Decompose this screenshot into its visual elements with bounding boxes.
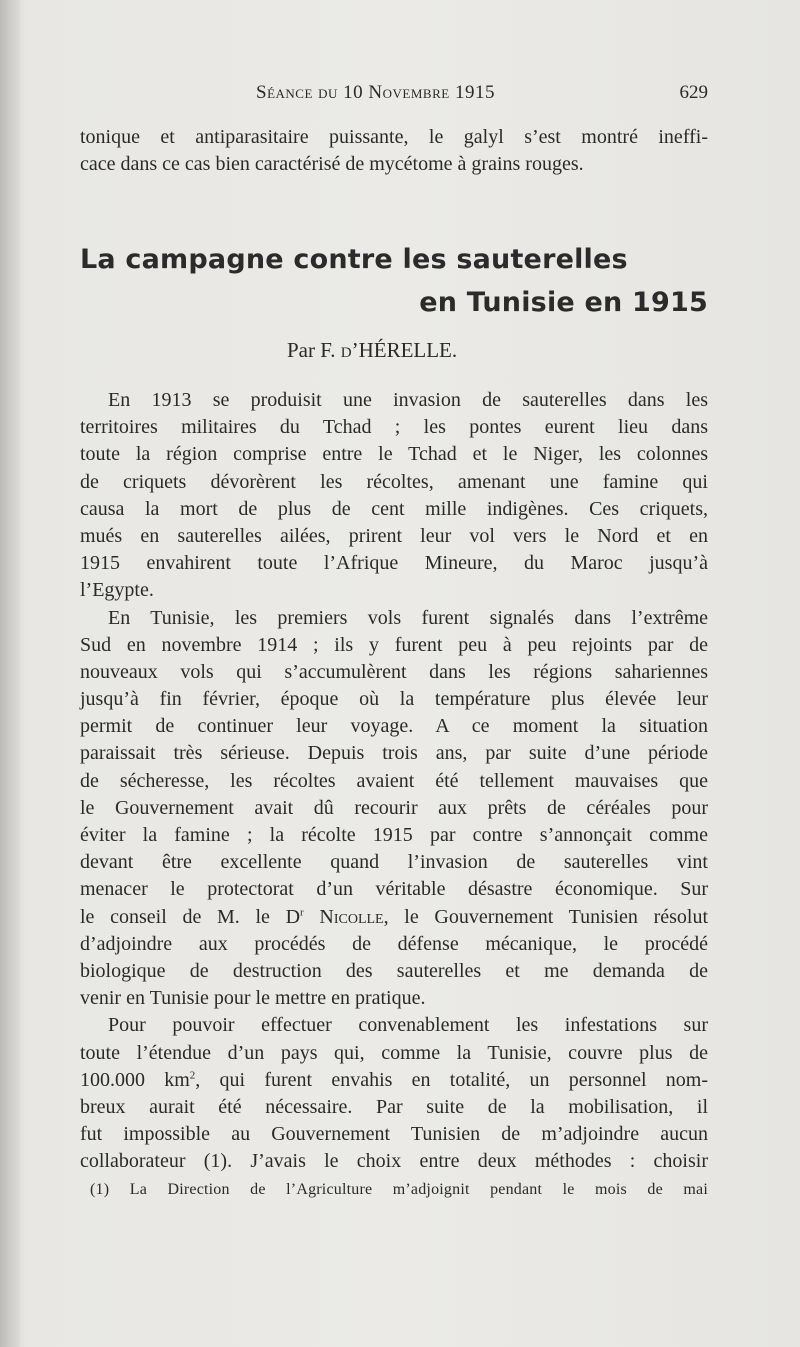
article-title-line2: en Tunisie en 1915 xyxy=(419,287,708,318)
article-body xyxy=(80,387,708,1175)
text-line: cace dans ce cas bien caractérisé de mycétome à grains rouges. xyxy=(80,153,584,176)
text-line: l’Egypte. xyxy=(80,579,154,602)
text-line: toute la région comprise entre le Tchad et le Niger, les colonnes xyxy=(80,443,708,466)
text-line: nouveaux vols qui s’accumulèrent dans les régions sahariennes xyxy=(80,660,708,683)
text-line: En 1913 se produisit une invasion de sauterelles dans les xyxy=(108,389,708,411)
text-line: En Tunisie, les premiers vols furent signalés dans l’extrême xyxy=(108,606,708,629)
text-line: collaborateur (1). J’avais le choix entre deux méthodes : choisir xyxy=(80,1150,708,1173)
running-header xyxy=(80,80,708,110)
text-line xyxy=(80,1067,708,1094)
article-title-line1: La campagne contre les sauterelles xyxy=(80,244,628,275)
byline-author: d’HÉRELLE. xyxy=(340,338,458,362)
text-line: Pour pouvoir effectuer convenablement les infestations sur xyxy=(108,1014,708,1037)
binding-gutter xyxy=(0,0,20,1347)
text-line: le Gouvernement avait dû recourir aux prêts de céréales pour xyxy=(80,796,708,819)
text-line: territoires militaires du Tchad ; les pontes eurent lieu dans xyxy=(80,416,708,439)
text-line: paraissait très sérieuse. Depuis trois ans, par suite d’une période xyxy=(80,742,708,765)
text-line xyxy=(80,904,708,931)
text-segment: 100.000 km xyxy=(80,1068,190,1091)
text-segment: le conseil de M. le D xyxy=(80,905,301,928)
superscript: r xyxy=(300,905,304,918)
running-title: Séance du 10 Novembre 1915 xyxy=(256,82,495,103)
superscript: 2 xyxy=(189,1069,196,1082)
text-line: devant être excellente quand l’invasion de sauterelles vint xyxy=(80,851,708,874)
text-line: permit de continuer leur voyage. A ce moment la situation xyxy=(80,715,708,738)
byline-prefix: Par F. xyxy=(287,338,341,362)
text-line: fut impossible au Gouvernement Tunisien de m’adjoindre aucun xyxy=(80,1123,708,1146)
page-number: 629 xyxy=(679,82,708,103)
text-segment: , qui furent envahis en totalité, un personnel nom- xyxy=(195,1068,708,1091)
text-line: 1915 envahirent toute l’Afrique Mineure, du Maroc jusqu’à xyxy=(80,552,708,575)
text-line: mués en sauterelles ailées, prirent leur vol vers le Nord et en xyxy=(80,524,708,547)
person-name: Nicolle xyxy=(303,905,384,928)
intro-paragraph xyxy=(80,124,708,178)
text-line: éviter la famine ; la récolte 1915 par contre s’annonçait comme xyxy=(80,824,708,846)
text-line: toute l’étendue d’un pays qui, comme la Tunisie, couvre plus de xyxy=(80,1041,708,1064)
text-line: venir en Tunisie pour le mettre en pratique. xyxy=(80,987,426,1010)
text-line: menacer le protectorat d’un véritable désastre économique. Sur xyxy=(80,878,708,901)
text-line: jusqu’à fin février, époque où la température plus élevée leur xyxy=(80,688,708,711)
text-line: Sud en novembre 1914 ; ils y furent peu à peu rejoints par de xyxy=(80,633,708,656)
text-line: d’adjoindre aux procédés de défense mécanique, le procédé xyxy=(80,932,708,955)
footnote: (1) La Direction de l’Agriculture m’adjoignit pendant le mois de mai xyxy=(90,1181,708,1198)
text-line: biologique de destruction des sauterelles et me demanda de xyxy=(80,959,708,982)
text-line: breux aurait été nécessaire. Par suite de la mobilisation, il xyxy=(80,1095,708,1118)
text-line: tonique et antiparasitaire puissante, le galyl s’est montré ineffi- xyxy=(80,126,708,148)
text-line: de criquets dévorèrent les récoltes, amenant une famine qui xyxy=(80,470,708,493)
text-line: de sécheresse, les récoltes avaient été tellement mauvaises que xyxy=(80,769,708,792)
text-line: causa la mort de plus de cent mille indigènes. Ces criquets, xyxy=(80,497,708,520)
text-segment: , le Gouvernement Tunisien résolut xyxy=(383,905,709,928)
byline xyxy=(287,338,457,363)
